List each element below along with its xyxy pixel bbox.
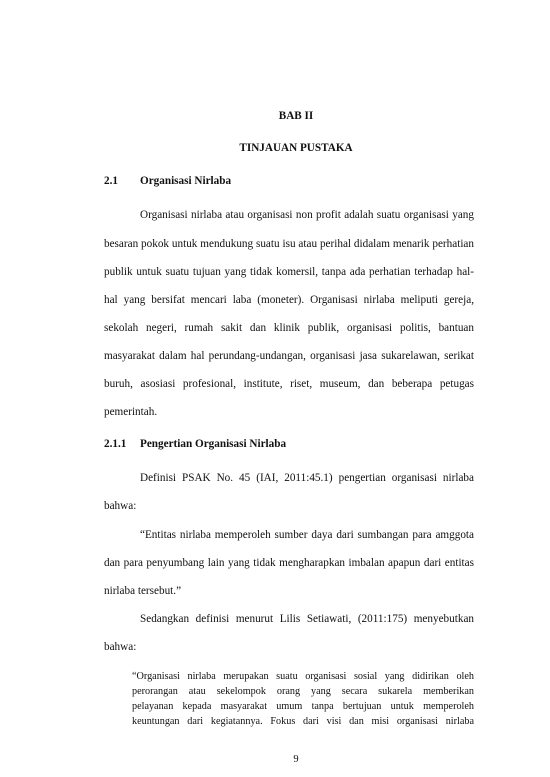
paragraph-line: bahwa:	[104, 641, 137, 653]
paragraph-line: Definisi PSAK No. 45 (IAI, 2011:45.1) pengertian organisasi nirlaba	[140, 472, 474, 484]
page-number: 9	[293, 754, 299, 765]
quote-line: keuntungan dari kegiatannya. Fokus dari visi dan misi organisasi nirlaba	[132, 716, 474, 727]
quote-line: nirlaba tersebut.”	[104, 585, 182, 597]
subsection-number: 2.1.1	[104, 438, 127, 450]
paragraph-line: besaran pokok untuk mendukung suatu isu atau perihal didalam menarik perhatian	[104, 238, 474, 250]
quote-line: “Entitas nirlaba memperoleh sumber daya dari sumbangan para amggota	[140, 529, 474, 541]
paragraph-line: buruh, asosiasi profesional, institute, riset, museum, dan beberapa petugas	[104, 378, 474, 390]
paragraph-line: sekolah negeri, rumah sakit dan klinik publik, organisasi politis, bantuan	[104, 322, 474, 334]
section-title: Organisasi Nirlaba	[140, 175, 232, 187]
quote-line: dan para penyumbang lain yang tidak mengharapkan imbalan apapun dari entitas	[104, 557, 474, 569]
subsection-title: Pengertian Organisasi Nirlaba	[140, 438, 287, 450]
quote-line: perorangan atau sekelompok orang yang secara sukarela memberikan	[132, 686, 474, 697]
section-number: 2.1	[104, 175, 118, 187]
chapter-heading: BAB II	[278, 110, 314, 122]
paragraph-line: masyarakat dalam hal perundang-undangan, organisasi jasa sukarelawan, serikat	[104, 350, 474, 362]
paragraph-line: pemerintah.	[104, 406, 158, 418]
paragraph-line: Organisasi nirlaba atau organisasi non profit adalah suatu organisasi yang	[140, 209, 474, 221]
paragraph-line: bahwa:	[104, 500, 137, 512]
paragraph-line: publik untuk suatu tujuan yang tidak komersil, tanpa ada perhatian terhadap hal-	[104, 266, 474, 278]
paragraph-line: Sedangkan definisi menurut Lilis Setiawati, (2011:175) menyebutkan	[140, 613, 474, 625]
quote-line: “Organisasi nirlaba merupakan suatu organisasi sosial yang didirikan oleh	[132, 671, 474, 682]
quote-line: pelayanan kepada masyarakat umum tanpa bertujuan untuk memperoleh	[132, 701, 474, 712]
paragraph-line: hal yang bersifat mencari laba (moneter). Organisasi nirlaba meliputi gereja,	[104, 294, 474, 306]
chapter-title: TINJAUAN PUSTAKA	[239, 142, 353, 154]
